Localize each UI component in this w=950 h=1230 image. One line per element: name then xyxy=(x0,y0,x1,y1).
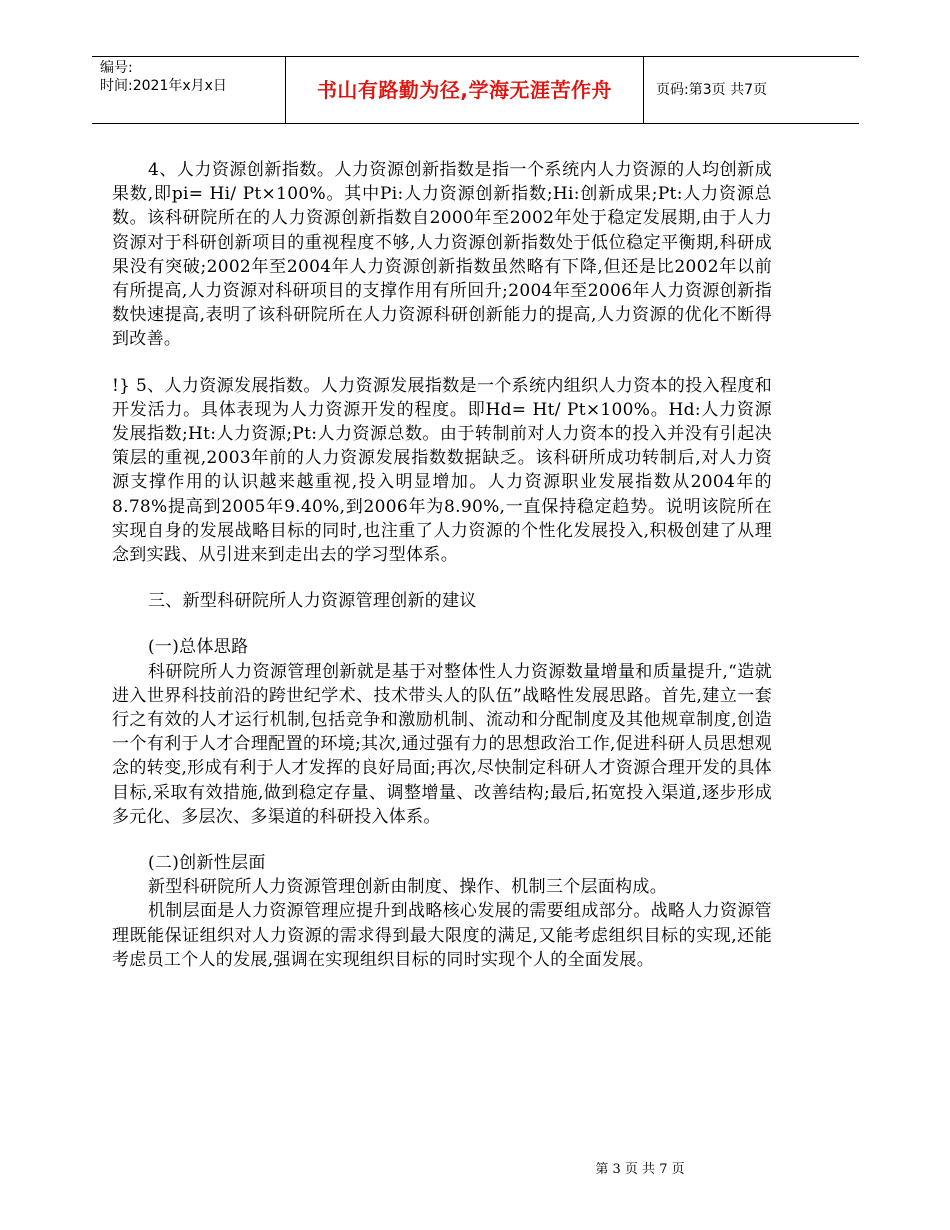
paragraph-three-levels: 新型科研院所人力资源管理创新由制度、操作、机制三个层面构成。 xyxy=(148,877,667,898)
subsection-title-overall: (一)总体思路 xyxy=(148,637,249,658)
subsection-title-innovation: (二)创新性层面 xyxy=(148,853,266,874)
paragraph-innovation-index: 4、人力资源创新指数。人力资源创新指数是指一个系统内人力资源的人均创新成果数,即pi= Hi/ Pt×100%。其中Pi:人力资源创新指数;Hi:创新成果;Pt:人力资源总数。该科研院所在的人力资源创新指数自2000年至2002年处于稳定发展期,由于人力资源对于科研创新项目的重视程度不够,人力资源创新指数处于低位稳定平衡期,科研成果没有突破;2002年至2004年人力资源创新指数虽然略有下降,但还是比2002年以前有所提高,人力资源对科研项目的支撑作用有所回升;2004年至2006年人力资源创新指数快速提高,表明了该科研院所在人力资源科研创新能力的提高,人力资源的优化不断得到改善。 xyxy=(112,160,772,350)
header-page-info: 页码:第3页 共7页 xyxy=(656,82,767,98)
section-title: 三、新型科研院所人力资源管理创新的建议 xyxy=(148,591,477,612)
paragraph-mechanism-level: 机制层面是人力资源管理应提升到战略核心发展的需要组成部分。战略人力资源管理既能保证组织对人力资源的需求得到最大限度的满足,又能考虑组织目标的实现,还能考虑员工个人的发展,强调在实现组织目标的同时实现个人的全面发展。 xyxy=(112,901,772,970)
page-footer: 第 3 页 共 7 页 xyxy=(595,1162,685,1177)
number-label: 编号: xyxy=(100,60,133,76)
page-header xyxy=(92,56,859,124)
paragraph-overall-approach: 科研院所人力资源管理创新就是基于对整体性人力资源数量增量和质量提升,“造就进入世界科技前沿的跨世纪学术、技术带头人的队伍”战略性发展思路。首先,建立一套行之有效的人才运行机制,包括竞争和激励机制、流动和分配制度及其他规章制度,创造一个有利于人才合理配置的环境;其次,通过强有力的思想政治工作,促进科研人员思想观念的转变,形成有利于人才发挥的良好局面;再次,尽快制定科研人才资源合理开发的具体目标,采取有效措施,做到稳定存量、调整增量、改善结构;最后,拓宽投入渠道,逐步形成多元化、多层次、多渠道的科研投入体系。 xyxy=(112,661,772,827)
time-label: 时间:2021年x月x日 xyxy=(100,78,227,94)
header-motto: 书山有路勤为径,学海无涯苦作舟 xyxy=(286,57,644,123)
document-body xyxy=(112,158,772,972)
paragraph-development-index: !} 5、人力资源发展指数。人力资源发展指数是一个系统内组织人力资本的投入程度和开发活力。具体表现为人力资源开发的程度。即Hd= Ht/ Pt×100%。Hd:人力资源发展指数;Ht:人力资源;Pt:人力资源总数。由于转制前对人力资本的投入并没有引起决策层的重视,2003年前的人力资源发展指数数据缺乏。该科研所成功转制后,对人力资源支撑作用的认识越来越重视,投入明显增加。人力资源职业发展指数从2004年的8.78%提高到2005年9.40%,到2006年为8.90%,一直保持稳定趋势。说明该院所在实现自身的发展战略目标的同时,也注重了人力资源的个性化发展投入,积极创建了从理念到实践、从引进来到走出去的学习型体系。 xyxy=(112,375,772,566)
header-meta xyxy=(92,57,286,123)
